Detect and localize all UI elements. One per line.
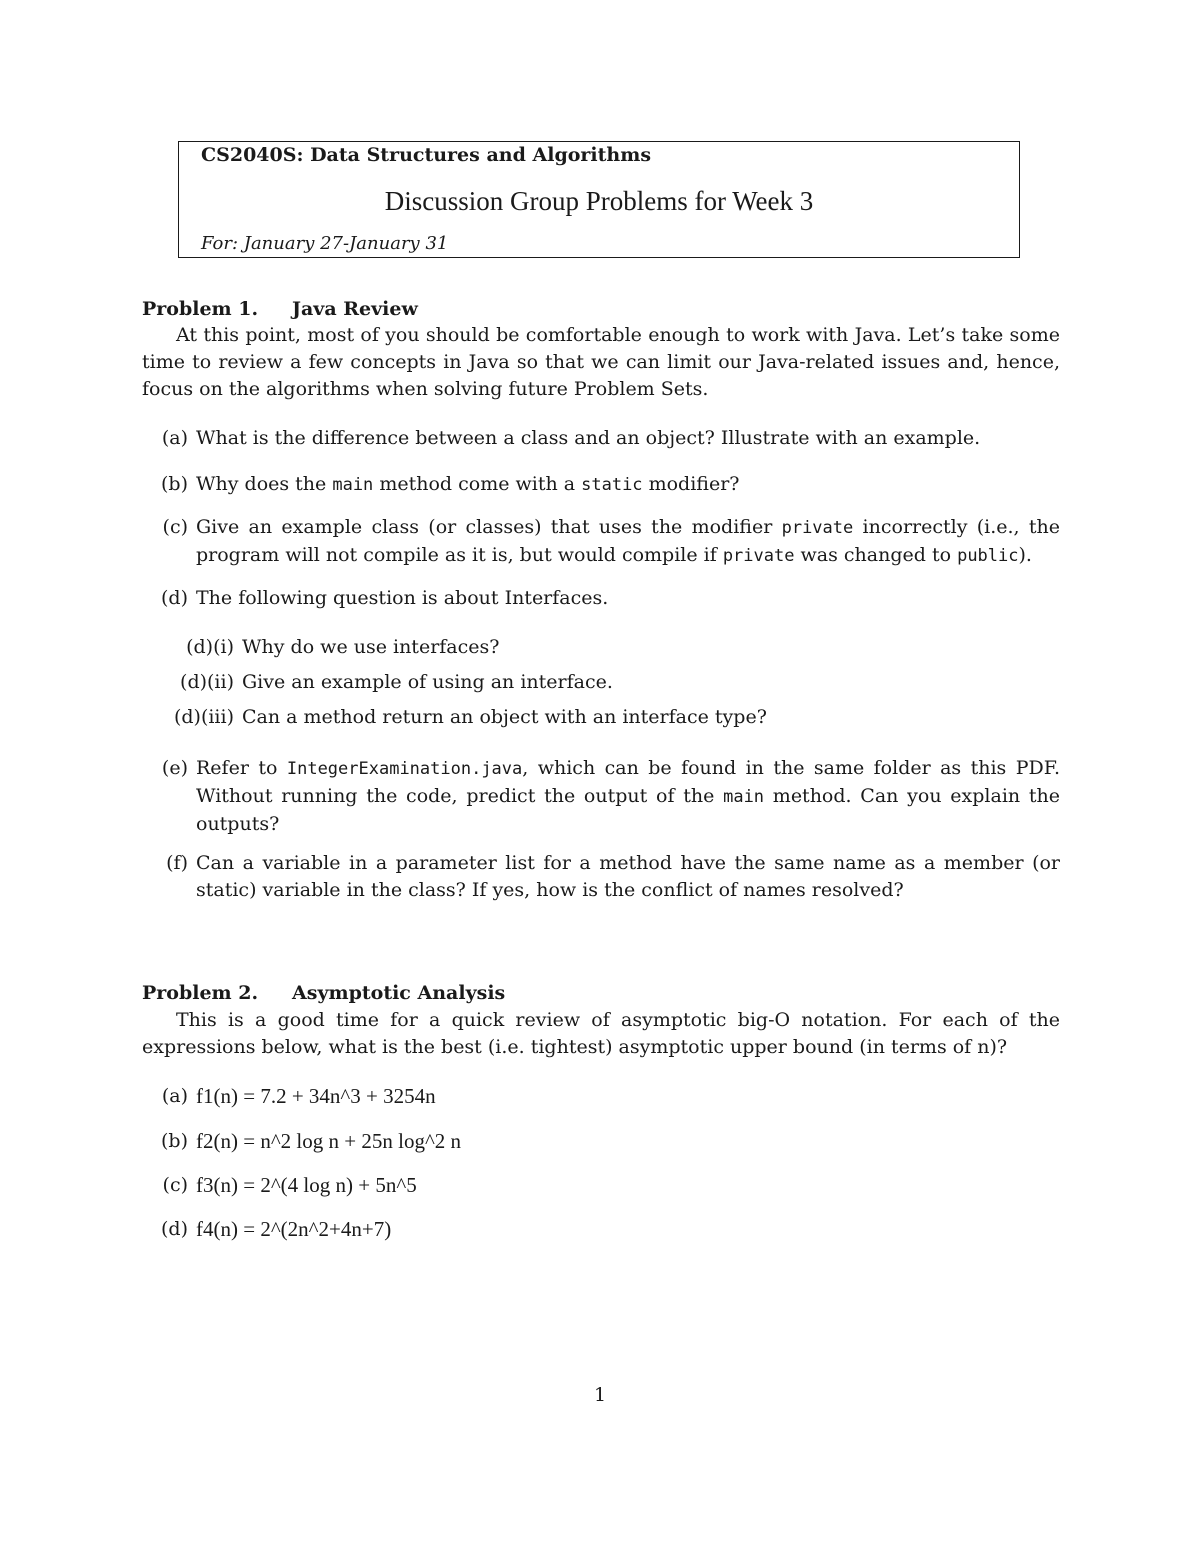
problem-1-number: Problem 1.: [142, 298, 259, 320]
problem-2-item-b: (b) f2(n) = n^2 log n + 25n log^2 n: [142, 1128, 1060, 1155]
problem-1-item-d-i: (d)(i) Why do we use interfaces?: [186, 636, 500, 658]
problem-1-heading: [142, 296, 418, 323]
problem-1-item-d-ii: (d)(ii) Give an example of using an interface.: [180, 671, 613, 693]
expression-f3: f3(n) = 2^(4 log n) + 5n^5: [196, 1173, 417, 1197]
problem-1-item-b: (b) Why does the main method come with a static modifier?: [161, 473, 740, 495]
code-filename: IntegerExamination.java: [286, 759, 523, 779]
problem-1-item-d: (d) The following question is about Interfaces.: [161, 587, 609, 609]
problem-1-item-e: (e) Refer to IntegerExamination.java, which can be found in the same folder as this PDF. Without running the code, predict the output of the main method. Can you explain the outputs?: [161, 757, 1061, 835]
problem-1-item-d-iii: (d)(iii) Can a method return an object with an interface type?: [173, 706, 767, 728]
page-number: 1: [593, 1384, 607, 1406]
problem-2-title: Asymptotic Analysis: [292, 982, 506, 1004]
problem-2-item-a: (a) f1(n) = 7.2 + 34n^3 + 3254n: [142, 1083, 1060, 1110]
course-title: CS2040S: Data Structures and Algorithms: [201, 144, 652, 166]
code-private: private: [781, 518, 854, 538]
expression-f2: f2(n) = n^2 log n + 25n log^2 n: [196, 1129, 462, 1153]
document-title: Discussion Group Problems for Week 3: [384, 186, 814, 216]
problem-2-heading: [142, 980, 505, 1007]
code-static: static: [581, 475, 643, 495]
code-main: main: [332, 475, 374, 495]
code-main-2: main: [723, 787, 765, 807]
problem-1-item-c: (c) Give an example class (or classes) that uses the modifier private incorrectly (i.e., the program will not compile as it is, but would compile if private was changed to public).: [162, 516, 1060, 566]
expression-f1: f1(n) = 7.2 + 34n^3 + 3254n: [196, 1084, 436, 1108]
problem-1-item-a: (a) What is the difference between a class and an object? Illustrate with an example.: [161, 427, 981, 449]
problem-2-item-c: (c) f3(n) = 2^(4 log n) + 5n^5: [142, 1172, 1060, 1199]
header-box: [178, 141, 1020, 258]
code-public: public: [957, 546, 1019, 566]
problem-1-title: Java Review: [292, 298, 418, 320]
problem-2-item-d: (d) f4(n) = 2^(2n^2+4n+7): [142, 1216, 1060, 1243]
problem-1-intro: At this point, most of you should be comfortable enough to work with Java. Let’s take some time to review a few concepts in Java so that we can limit our Java-related issues and, hence, focus on the algorithms when solving future Problem Sets.: [142, 324, 1060, 400]
date-line: For: January 27-January 31: [201, 233, 449, 254]
problem-2-number: Problem 2.: [142, 982, 259, 1004]
code-private-2: private: [722, 546, 795, 566]
problem-1-item-f: (f) Can a variable in a parameter list for a method have the same name as a member (or static) variable in the class? If yes, how is the conflict of names resolved?: [166, 852, 1060, 901]
expression-f4: f4(n) = 2^(2n^2+4n+7): [196, 1217, 392, 1241]
problem-2-intro: This is a good time for a quick review of asymptotic big-O notation. For each of the expressions below, what is the best (i.e. tightest) asymptotic upper bound (in terms of n)?: [142, 1009, 1060, 1058]
